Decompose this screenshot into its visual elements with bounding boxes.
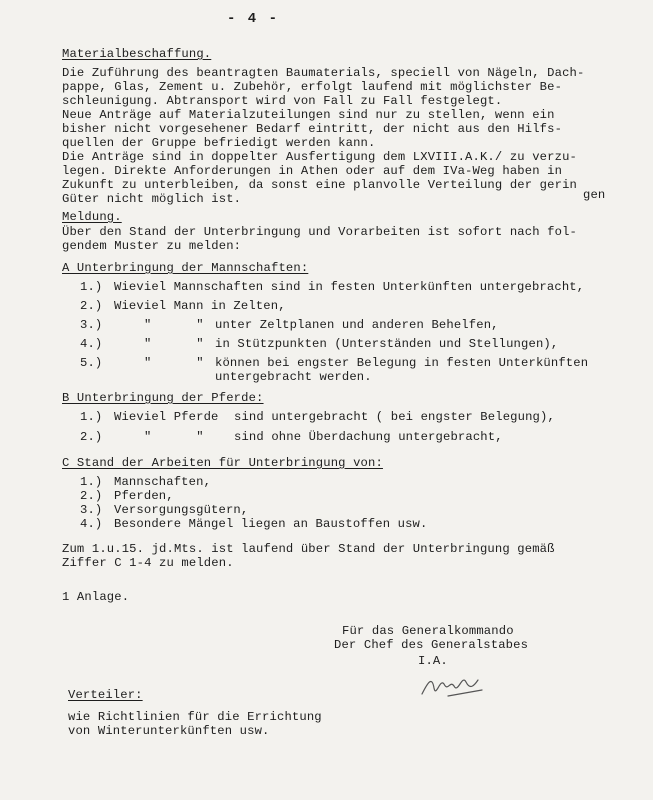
list-item-text: Wieviel Mannschaften sind in festen Unterkünften untergebracht, [114,280,585,294]
list-item-number: 2.) [80,430,103,444]
text-line: Über den Stand der Unterbringung und Vorarbeiten ist sofort nach fol- [62,225,577,239]
page-number: - 4 - [227,11,280,27]
text-line: Güter nicht möglich ist. [62,192,242,206]
text-line: Die Zuführung des beantragten Baumaterials, speciell von Nägeln, Dach- [62,66,585,80]
list-item-text: unter Zeltplanen und anderen Behelfen, [215,318,499,332]
list-item-number: 4.) [80,517,103,531]
list-item-text: sind untergebracht ( bei engster Belegung), [234,410,555,424]
text-line: bisher nicht vorgesehener Bedarf eintritt, der nicht aus den Hilfs- [62,122,563,136]
list-item-text: Besondere Mängel liegen an Baustoffen usw. [114,517,428,531]
text-line: gendem Muster zu melden: [62,239,242,253]
list-item-number: 5.) [80,356,103,370]
margin-note: gen [583,188,606,202]
list-item-number: 4.) [80,337,103,351]
text-line: Zum 1.u.15. jd.Mts. ist laufend über Stand der Unterbringung gemäß [62,542,555,556]
signature-line: Für das Generalkommando [342,624,514,638]
list-item-text: Mannschaften, [114,475,212,489]
list-item-number: 3.) [80,503,103,517]
ditto-marks: " " [144,337,204,351]
text-line: Neue Anträge auf Materialzuteilungen sind nur zu stellen, wenn ein [62,108,555,122]
list-item-number: 3.) [80,318,103,332]
ditto-marks: " " [144,356,204,370]
section-heading-meldung: Meldung. [62,210,122,224]
list-item-continuation: untergebracht werden. [215,370,372,384]
list-item-text: Pferden, [114,489,174,503]
ditto-marks: " " [144,430,204,444]
list-item-text: Wieviel Mann in Zelten, [114,299,286,313]
list-item-text: in Stützpunkten (Unterständen und Stellungen), [215,337,559,351]
list-item-text: können bei engster Belegung in festen Unterkünften [215,356,589,370]
text-line: quellen der Gruppe befriedigt werden kann. [62,136,376,150]
list-item-number: 1.) [80,475,103,489]
list-item-text: sind ohne Überdachung untergebracht, [234,430,503,444]
signature-ia: I.A. [418,654,448,668]
distribution-heading: Verteiler: [68,688,143,702]
ditto-marks: " " [144,318,204,332]
text-line: legen. Direkte Anforderungen in Athen oder auf dem IVa-Weg haben in [62,164,563,178]
handwritten-signature [418,668,498,702]
text-line: pappe, Glas, Zement u. Zubehör, erfolgt laufend mit möglichster Be- [62,80,563,94]
text-line: Ziffer C 1-4 zu melden. [62,556,234,570]
list-item-lead: Wieviel Pferde [114,410,219,424]
list-item-text: Versorgungsgütern, [114,503,249,517]
signature-line: Der Chef des Generalstabes [334,638,529,652]
section-heading-materialbeschaffung: Materialbeschaffung. [62,47,212,61]
list-item-number: 2.) [80,299,103,313]
list-item-number: 1.) [80,410,103,424]
list-item-number: 2.) [80,489,103,503]
attachment-note: 1 Anlage. [62,590,130,604]
text-line: Die Anträge sind in doppelter Ausfertigung dem LXVIII.A.K./ zu verzu- [62,150,577,164]
text-line: Zukunft zu unterbleiben, da sonst eine planvolle Verteilung der gerin [62,178,577,192]
section-heading-c: C Stand der Arbeiten für Unterbringung von: [62,456,383,470]
list-item-number: 1.) [80,280,103,294]
text-line: von Winterunterkünften usw. [68,724,270,738]
text-line: wie Richtlinien für die Errichtung [68,710,322,724]
section-heading-a: A Unterbringung der Mannschaften: [62,261,309,275]
text-line: schleunigung. Abtransport wird von Fall zu Fall festgelegt. [62,94,503,108]
section-heading-b: B Unterbringung der Pferde: [62,391,264,405]
